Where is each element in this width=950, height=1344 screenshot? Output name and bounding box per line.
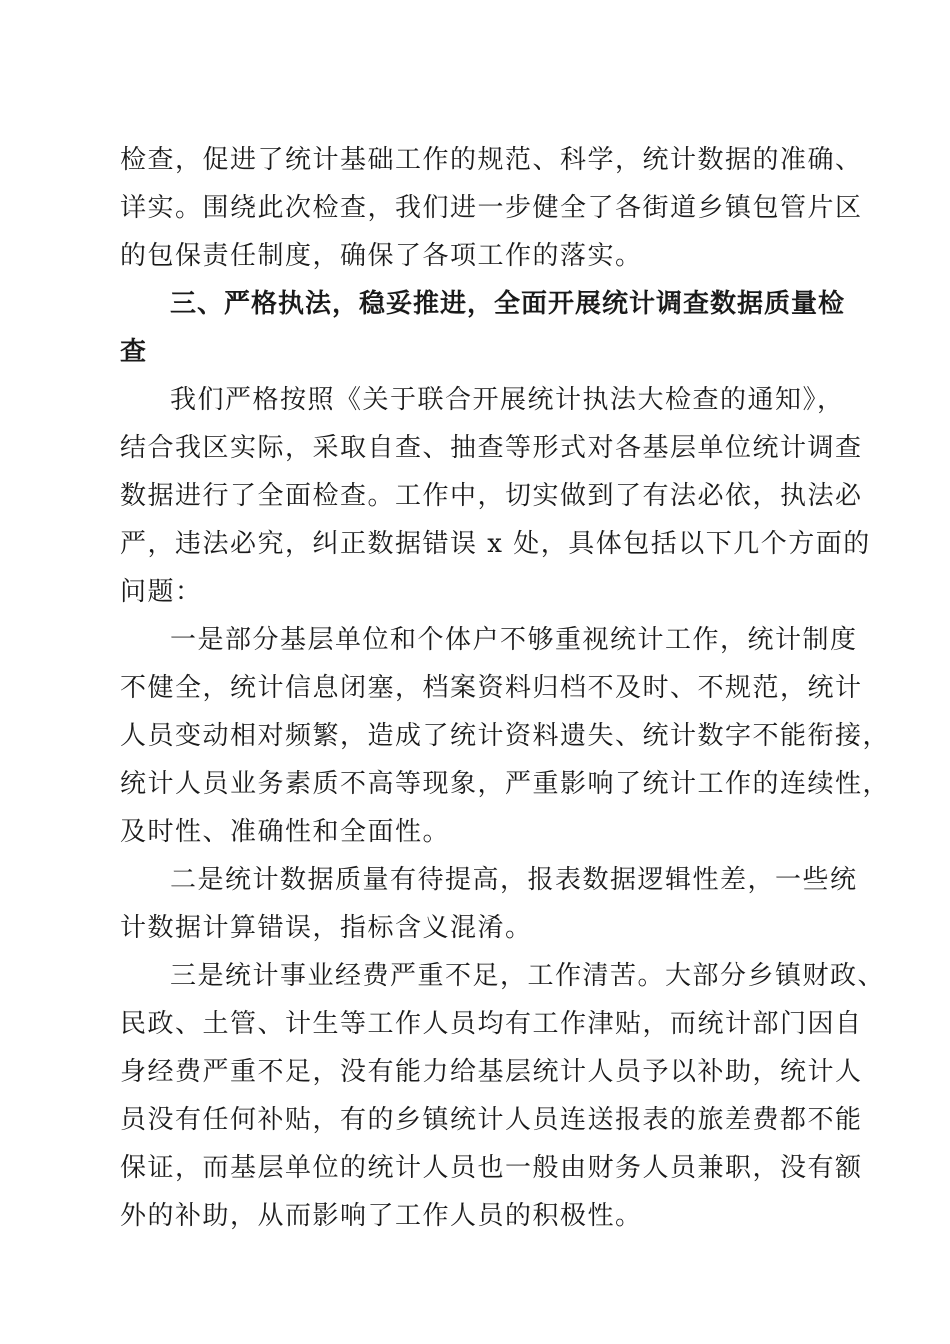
paragraph-line: 身经费严重不足，没有能力给基层统计人员予以补助，统计人	[120, 1057, 863, 1087]
paragraph-line: 结合我区实际，采取自查、抽查等形式对各基层单位统计调查	[120, 433, 863, 463]
paragraph-line: 员没有任何补贴，有的乡镇统计人员连送报表的旅差费都不能	[120, 1105, 863, 1135]
paragraph-line: 严，违法必究，纠正数据错误 x 处，具体包括以下几个方面的	[120, 529, 871, 559]
section-heading: 三、严格执法，稳妥推进，全面开展统计调查数据质量检	[170, 289, 846, 319]
paragraph-line: 人员变动相对频繁，造成了统计资料遗失、统计数字不能衔接，	[120, 721, 891, 751]
paragraph-line: 民政、土管、计生等工作人员均有工作津贴，而统计部门因自	[120, 1009, 863, 1039]
paragraph-line: 的包保责任制度，确保了各项工作的落实。	[120, 241, 643, 271]
paragraph-line: 详实。围绕此次检查，我们进一步健全了各街道乡镇包管片区	[120, 193, 863, 223]
paragraph-line: 检查，促进了统计基础工作的规范、科学，统计数据的准确、	[120, 145, 863, 175]
paragraph-line: 我们严格按照《关于联合开展统计执法大检查的通知》，	[170, 385, 845, 415]
paragraph-line: 一是部分基层单位和个体户不够重视统计工作，统计制度	[170, 625, 858, 655]
paragraph-line: 及时性、准确性和全面性。	[120, 817, 451, 847]
paragraph-line: 保证，而基层单位的统计人员也一般由财务人员兼职，没有额	[120, 1153, 863, 1183]
paragraph-line: 不健全，统计信息闭塞，档案资料归档不及时、不规范，统计	[120, 673, 863, 703]
paragraph-line: 问题：	[120, 577, 203, 607]
paragraph-line: 数据进行了全面检查。工作中，切实做到了有法必依，执法必	[120, 481, 863, 511]
section-heading-continued: 查	[120, 337, 148, 367]
paragraph-line: 三是统计事业经费严重不足，工作清苦。大部分乡镇财政、	[170, 961, 886, 991]
paragraph-line: 二是统计数据质量有待提高，报表数据逻辑性差，一些统	[170, 865, 858, 895]
paragraph-line: 计数据计算错误，指标含义混淆。	[120, 913, 533, 943]
paragraph-line: 统计人员业务素质不高等现象，严重影响了统计工作的连续性，	[120, 769, 891, 799]
paragraph-line: 外的补助，从而影响了工作人员的积极性。	[120, 1201, 643, 1231]
